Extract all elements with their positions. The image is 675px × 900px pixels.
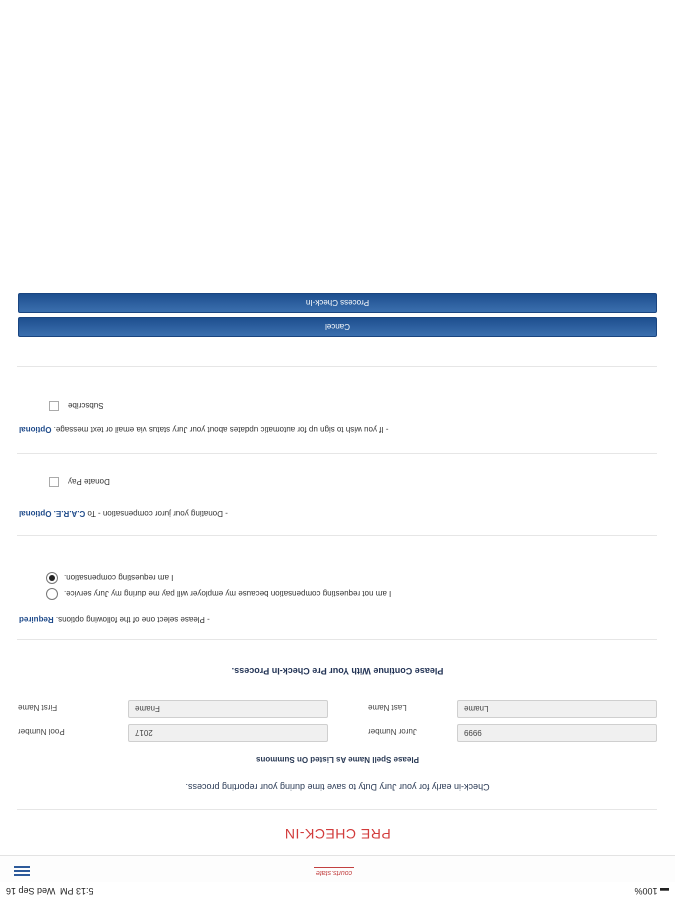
donate-org: C.A.R.E. <box>53 509 86 518</box>
app-logo <box>304 862 364 876</box>
juror-number-input[interactable]: 9999 <box>457 724 657 742</box>
juror-number-label: Juror Number <box>368 727 417 736</box>
divider <box>17 453 657 454</box>
required-instruction <box>19 615 210 624</box>
donate-text: - Donating your juror compensation - To <box>85 509 228 518</box>
continue-heading: Please Continue With Your Pre Check-In Process. <box>231 666 444 676</box>
subscribe-checkbox[interactable] <box>49 401 59 411</box>
battery-text: 100% <box>634 886 658 896</box>
first-name-label: First Name <box>18 703 58 712</box>
radio-label-not-requesting: I am not requesting compensation because my employer will pay me during my Jury service. <box>64 589 392 598</box>
divider <box>17 639 657 640</box>
spell-note: Please Spell Name As Listed On Summons <box>256 755 419 764</box>
status-date: Wed Sep 16 <box>6 886 56 896</box>
donate-instruction <box>19 509 228 518</box>
status-time: 5:13 PM <box>60 886 94 896</box>
cancel-button[interactable]: Cancel <box>18 317 657 337</box>
pool-number-input[interactable]: 2017 <box>128 724 328 742</box>
divider <box>17 809 657 810</box>
radio-not-requesting-compensation[interactable] <box>46 588 58 600</box>
status-bar <box>0 882 675 900</box>
subscribe-label: Subscribe <box>68 401 104 410</box>
donate-pay-checkbox[interactable] <box>49 477 59 487</box>
process-check-in-button[interactable]: Process Check-In <box>18 293 657 313</box>
required-text: - Please select one of the following options. <box>55 615 210 624</box>
required-prefix: Required <box>19 615 54 624</box>
app-header <box>0 855 675 882</box>
subscribe-text: - If you wish to sign up for automatic updates about your Jury status via email or text message. <box>53 425 389 434</box>
divider <box>17 366 657 367</box>
subscribe-prefix: Optional <box>19 425 52 434</box>
divider <box>17 535 657 536</box>
logo-text: courts.state <box>315 869 353 876</box>
donate-pay-label: Donate Pay <box>68 477 110 486</box>
first-name-input[interactable]: Fname <box>128 700 328 718</box>
hamburger-menu-icon[interactable] <box>14 864 30 878</box>
page-title: PRE CHECK-IN <box>284 826 391 842</box>
subscribe-instruction <box>19 425 389 434</box>
radio-label-requesting: I am requesting compensation. <box>64 573 174 582</box>
donate-prefix: Optional <box>19 509 52 518</box>
battery-indicator: ▬ 100% <box>634 886 669 896</box>
radio-requesting-compensation[interactable] <box>46 572 58 584</box>
pool-number-label: Pool Number <box>18 727 65 736</box>
last-name-input[interactable]: Lname <box>457 700 657 718</box>
last-name-label: Last Name <box>368 703 407 712</box>
intro-text: Check-in early for your Jury Duty to save time during your reporting process. <box>185 782 490 792</box>
